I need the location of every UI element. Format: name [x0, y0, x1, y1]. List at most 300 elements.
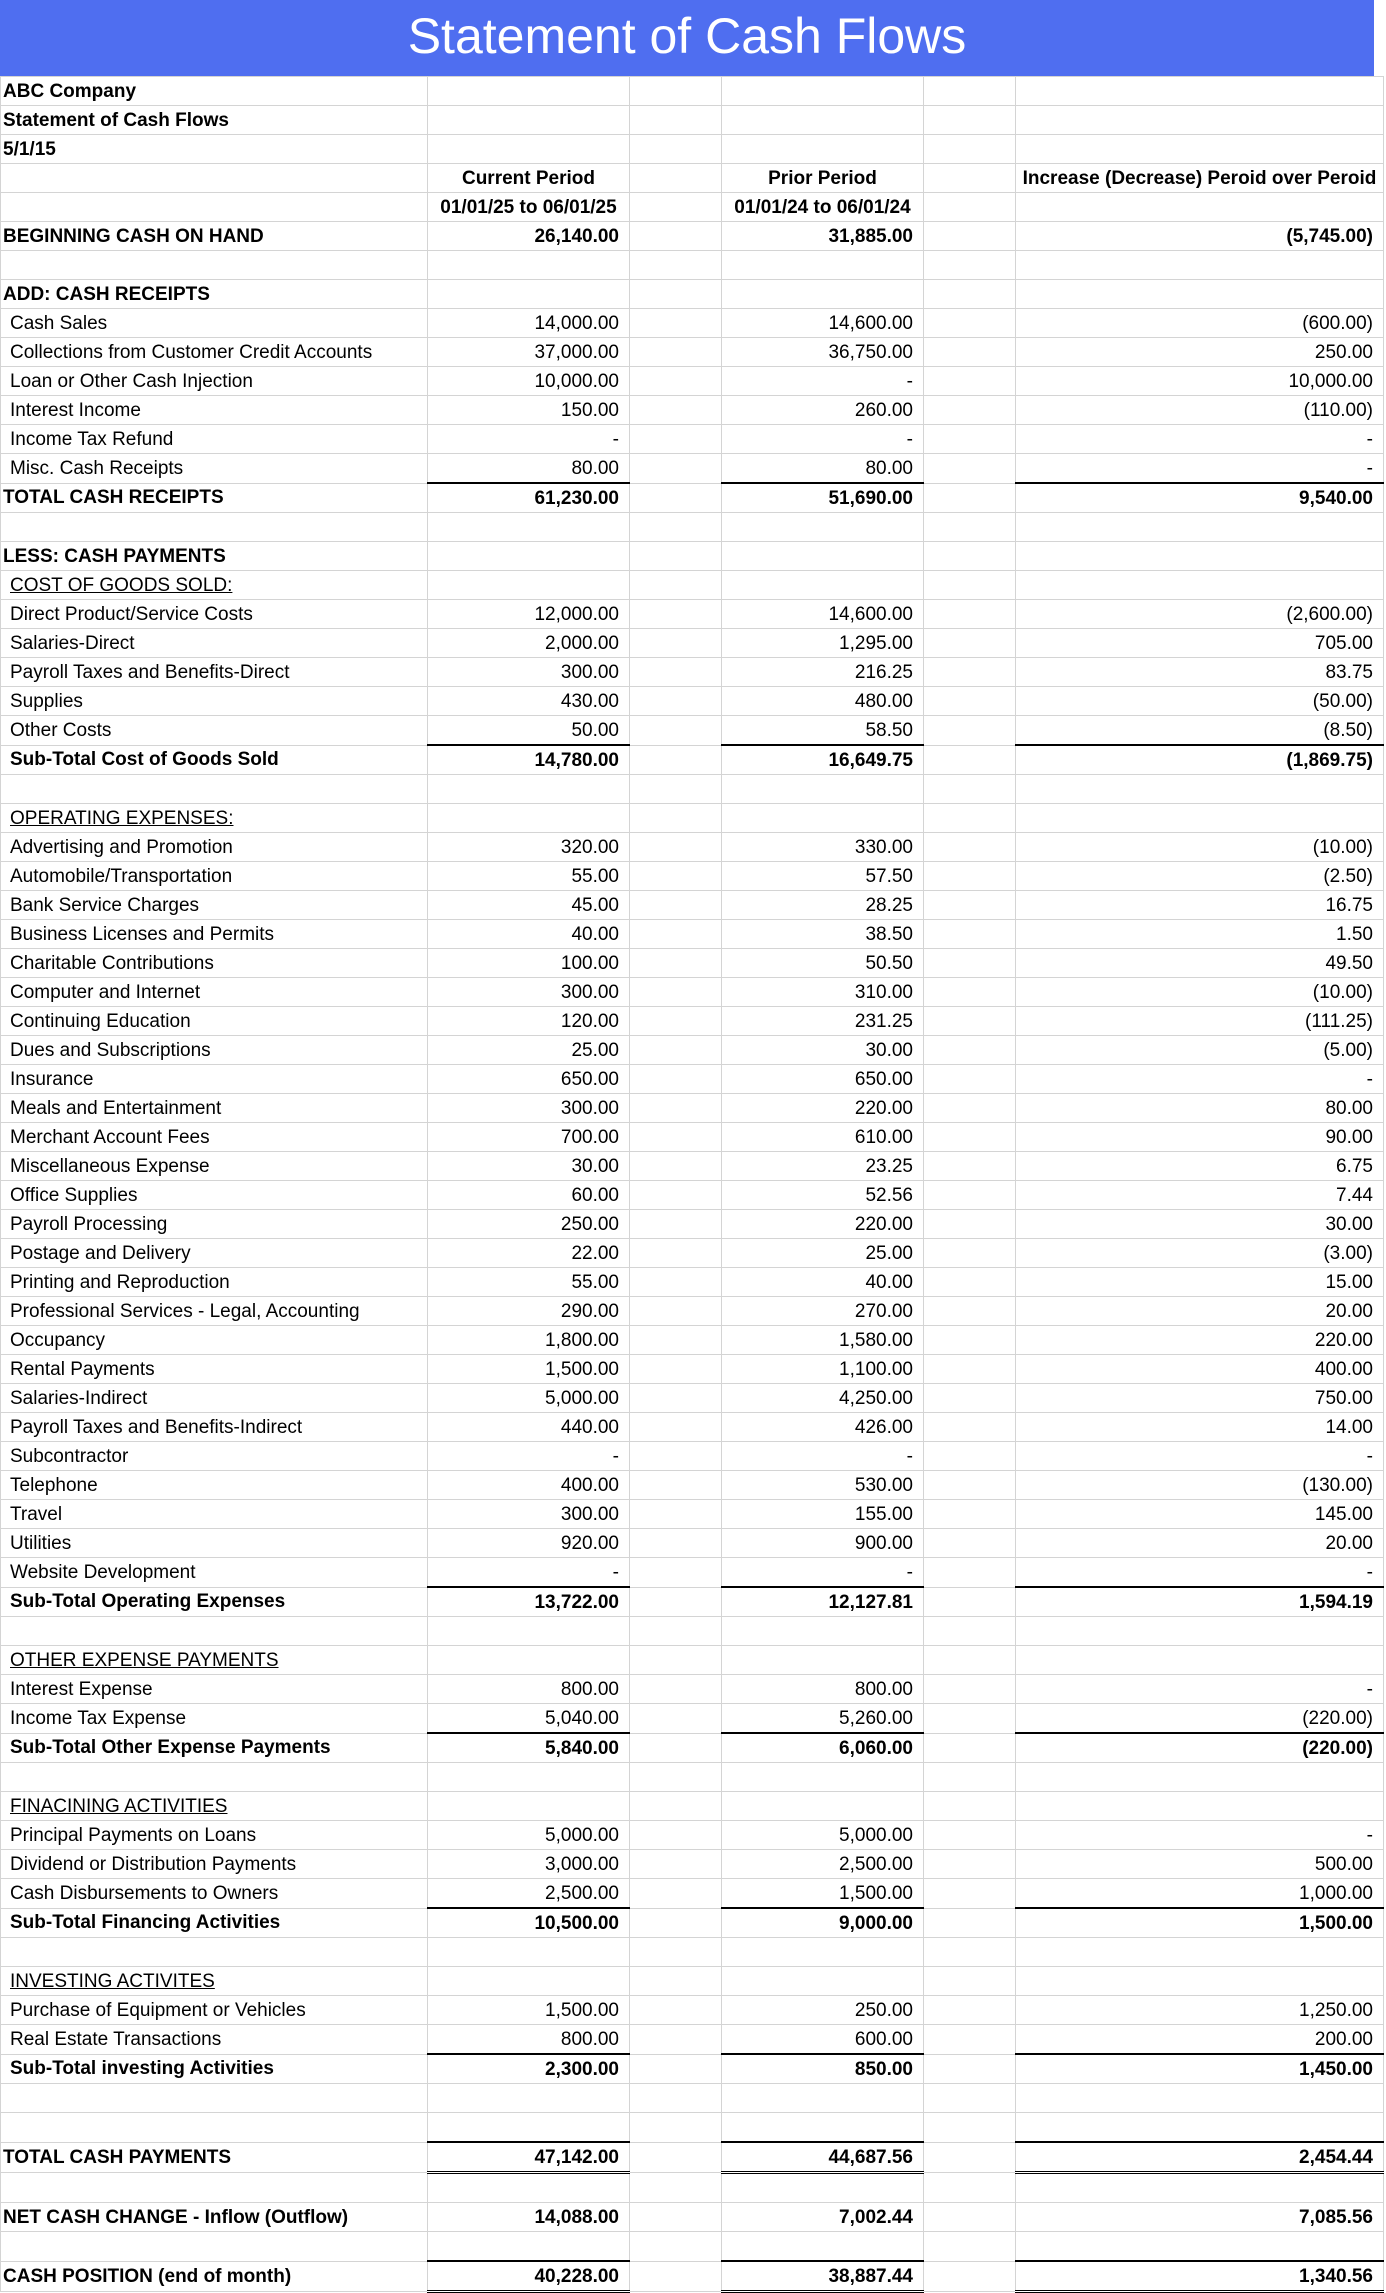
change-value[interactable]: -: [1016, 1442, 1384, 1471]
spacer-cell[interactable]: [630, 1587, 722, 1617]
change-value[interactable]: [1016, 2173, 1384, 2203]
prior-period-value[interactable]: 330.00: [722, 833, 924, 862]
prior-period-value[interactable]: 50.50: [722, 949, 924, 978]
current-period-value[interactable]: 40.00: [428, 920, 630, 949]
line-label[interactable]: [1, 775, 428, 804]
current-period-value[interactable]: 13,722.00: [428, 1587, 630, 1617]
change-value[interactable]: 90.00: [1016, 1123, 1384, 1152]
current-period-value[interactable]: 650.00: [428, 1065, 630, 1094]
current-period-value[interactable]: 55.00: [428, 1268, 630, 1297]
current-period-value[interactable]: [428, 280, 630, 309]
line-label[interactable]: [1, 2025, 428, 2055]
line-label[interactable]: [1, 978, 428, 1007]
spacer-cell[interactable]: [630, 309, 722, 338]
current-period-value[interactable]: 55.00: [428, 862, 630, 891]
current-period-value[interactable]: 430.00: [428, 687, 630, 716]
current-period-value[interactable]: 37,000.00: [428, 338, 630, 367]
spacer-cell[interactable]: [630, 1792, 722, 1821]
change-value[interactable]: 83.75: [1016, 658, 1384, 687]
spacer-cell[interactable]: [630, 513, 722, 542]
spacer-cell[interactable]: [630, 1617, 722, 1646]
spacer-cell[interactable]: [630, 1558, 722, 1588]
current-period-value[interactable]: 14,000.00: [428, 309, 630, 338]
spacer-cell[interactable]: [630, 1297, 722, 1326]
line-label[interactable]: [1, 2232, 428, 2262]
current-period-value[interactable]: [428, 1938, 630, 1967]
spacer-cell[interactable]: [630, 2232, 722, 2262]
spacer-cell[interactable]: [630, 687, 722, 716]
prior-period-value[interactable]: 80.00: [722, 454, 924, 484]
spacer-cell[interactable]: [924, 920, 1016, 949]
change-value[interactable]: [1016, 2084, 1384, 2113]
prior-period-value[interactable]: 1,100.00: [722, 1355, 924, 1384]
change-value[interactable]: (2.50): [1016, 862, 1384, 891]
current-period-value[interactable]: [428, 542, 630, 571]
line-label[interactable]: [1, 687, 428, 716]
spacer-cell[interactable]: [630, 2142, 722, 2173]
change-value[interactable]: -: [1016, 1065, 1384, 1094]
spacer-cell[interactable]: [924, 2113, 1016, 2143]
line-label[interactable]: [1, 1938, 428, 1967]
current-period-value[interactable]: 120.00: [428, 1007, 630, 1036]
prior-period-value[interactable]: [722, 1792, 924, 1821]
line-label[interactable]: [1, 1442, 428, 1471]
spacer-cell[interactable]: [630, 1675, 722, 1704]
spacer-cell[interactable]: [924, 1065, 1016, 1094]
current-period-value[interactable]: 3,000.00: [428, 1850, 630, 1879]
line-label[interactable]: [1, 1297, 428, 1326]
spacer-cell[interactable]: [630, 920, 722, 949]
current-period-value[interactable]: [428, 1646, 630, 1675]
prior-period-value[interactable]: -: [722, 367, 924, 396]
current-period-value[interactable]: 2,000.00: [428, 629, 630, 658]
current-period-value[interactable]: [428, 1617, 630, 1646]
current-period-value[interactable]: 50.00: [428, 716, 630, 746]
change-value[interactable]: (10.00): [1016, 978, 1384, 1007]
line-label[interactable]: [1, 745, 428, 775]
change-value[interactable]: 1,340.56: [1016, 2261, 1384, 2292]
spacer-cell[interactable]: [630, 1268, 722, 1297]
current-period-value[interactable]: 150.00: [428, 396, 630, 425]
prior-period-value[interactable]: [722, 1617, 924, 1646]
spacer-cell[interactable]: [924, 396, 1016, 425]
line-label[interactable]: [1, 338, 428, 367]
prior-period-value[interactable]: 30.00: [722, 1036, 924, 1065]
spacer-cell[interactable]: [630, 1123, 722, 1152]
spacer-cell[interactable]: [924, 775, 1016, 804]
current-period-value[interactable]: 61,230.00: [428, 483, 630, 513]
current-period-value[interactable]: 300.00: [428, 978, 630, 1007]
spacer-cell[interactable]: [924, 1297, 1016, 1326]
current-period-value[interactable]: 440.00: [428, 1413, 630, 1442]
prior-period-value[interactable]: [722, 571, 924, 600]
line-label[interactable]: [1, 1675, 428, 1704]
line-label[interactable]: [1, 425, 428, 454]
change-value[interactable]: [1016, 513, 1384, 542]
line-label[interactable]: [1, 891, 428, 920]
change-value[interactable]: 10,000.00: [1016, 367, 1384, 396]
prior-period-value[interactable]: [722, 251, 924, 280]
spacer-cell[interactable]: [924, 367, 1016, 396]
change-value[interactable]: 49.50: [1016, 949, 1384, 978]
spacer-cell[interactable]: [630, 483, 722, 513]
prior-period-value[interactable]: 4,250.00: [722, 1384, 924, 1413]
current-period-value[interactable]: 1,500.00: [428, 1996, 630, 2025]
change-value[interactable]: 2,454.44: [1016, 2142, 1384, 2173]
line-label[interactable]: [1, 2142, 428, 2173]
spacer-cell[interactable]: [630, 1908, 722, 1938]
current-period-range[interactable]: 01/01/25 to 06/01/25: [428, 193, 630, 222]
spacer-cell[interactable]: [924, 309, 1016, 338]
change-value[interactable]: 145.00: [1016, 1500, 1384, 1529]
change-value[interactable]: (220.00): [1016, 1733, 1384, 1763]
spacer-cell[interactable]: [924, 949, 1016, 978]
spacer-cell[interactable]: [630, 716, 722, 746]
line-label[interactable]: [1, 1152, 428, 1181]
change-value[interactable]: 6.75: [1016, 1152, 1384, 1181]
prior-period-value[interactable]: 270.00: [722, 1297, 924, 1326]
spacer-cell[interactable]: [630, 2084, 722, 2113]
prior-period-value[interactable]: 610.00: [722, 1123, 924, 1152]
prior-period-value[interactable]: 250.00: [722, 1996, 924, 2025]
spacer-cell[interactable]: [924, 1500, 1016, 1529]
spacer-cell[interactable]: [630, 600, 722, 629]
line-label[interactable]: [1, 309, 428, 338]
line-label[interactable]: [1, 949, 428, 978]
spacer-cell[interactable]: [924, 1938, 1016, 1967]
current-period-value[interactable]: 2,500.00: [428, 1879, 630, 1909]
current-period-value[interactable]: [428, 2113, 630, 2143]
line-label[interactable]: [1, 571, 428, 600]
prior-period-value[interactable]: 57.50: [722, 862, 924, 891]
spacer-cell[interactable]: [924, 1355, 1016, 1384]
prior-period-value[interactable]: 850.00: [722, 2054, 924, 2084]
line-label[interactable]: [1, 1763, 428, 1792]
prior-period-value[interactable]: 38,887.44: [722, 2261, 924, 2292]
current-period-value[interactable]: [428, 1967, 630, 1996]
prior-period-value[interactable]: [722, 542, 924, 571]
current-period-value[interactable]: [428, 2232, 630, 2262]
spacer-cell[interactable]: [630, 1850, 722, 1879]
change-value[interactable]: 250.00: [1016, 338, 1384, 367]
line-label[interactable]: [1, 833, 428, 862]
line-label[interactable]: [1, 1617, 428, 1646]
prior-period-value[interactable]: 51,690.00: [722, 483, 924, 513]
line-label[interactable]: [1, 222, 428, 251]
prior-period-value[interactable]: 155.00: [722, 1500, 924, 1529]
prior-period-value[interactable]: 28.25: [722, 891, 924, 920]
prior-period-value[interactable]: [722, 1763, 924, 1792]
current-period-value[interactable]: 800.00: [428, 1675, 630, 1704]
prior-period-value[interactable]: 5,260.00: [722, 1704, 924, 1734]
prior-period-value[interactable]: [722, 280, 924, 309]
change-value[interactable]: (111.25): [1016, 1007, 1384, 1036]
spacer-cell[interactable]: [630, 862, 722, 891]
prior-period-value[interactable]: -: [722, 425, 924, 454]
current-period-value[interactable]: 100.00: [428, 949, 630, 978]
spacer-cell[interactable]: [630, 1646, 722, 1675]
spacer-cell[interactable]: [924, 629, 1016, 658]
change-value[interactable]: (5.00): [1016, 1036, 1384, 1065]
spacer-cell[interactable]: [630, 745, 722, 775]
prior-period-value[interactable]: [722, 804, 924, 833]
line-label[interactable]: [1, 1879, 428, 1909]
line-label[interactable]: [1, 1646, 428, 1675]
change-value[interactable]: (3.00): [1016, 1239, 1384, 1268]
current-period-value[interactable]: [428, 2084, 630, 2113]
change-value[interactable]: 1.50: [1016, 920, 1384, 949]
spacer-cell[interactable]: [924, 1967, 1016, 1996]
spacer-cell[interactable]: [630, 2113, 722, 2143]
change-value[interactable]: 80.00: [1016, 1094, 1384, 1123]
prior-period-value[interactable]: 25.00: [722, 1239, 924, 1268]
prior-period-value[interactable]: 650.00: [722, 1065, 924, 1094]
prior-period-value[interactable]: [722, 2113, 924, 2143]
current-period-value[interactable]: 300.00: [428, 1094, 630, 1123]
current-period-value[interactable]: -: [428, 1442, 630, 1471]
spacer-cell[interactable]: [630, 1210, 722, 1239]
spacer-cell[interactable]: [924, 1675, 1016, 1704]
current-period-value[interactable]: 1,800.00: [428, 1326, 630, 1355]
spacer-cell[interactable]: [630, 1413, 722, 1442]
current-period-value[interactable]: 700.00: [428, 1123, 630, 1152]
line-label[interactable]: [1, 1094, 428, 1123]
current-period-value[interactable]: 26,140.00: [428, 222, 630, 251]
spacer-cell[interactable]: [924, 1529, 1016, 1558]
change-value[interactable]: (10.00): [1016, 833, 1384, 862]
line-label[interactable]: [1, 716, 428, 746]
current-period-value[interactable]: 47,142.00: [428, 2142, 630, 2173]
prior-period-value[interactable]: 12,127.81: [722, 1587, 924, 1617]
spacer-cell[interactable]: [924, 745, 1016, 775]
spacer-cell[interactable]: [630, 1239, 722, 1268]
change-value[interactable]: [1016, 2113, 1384, 2143]
statement-name[interactable]: Statement of Cash Flows: [1, 106, 428, 135]
prior-period-value[interactable]: 36,750.00: [722, 338, 924, 367]
spacer-cell[interactable]: [630, 222, 722, 251]
change-value[interactable]: 500.00: [1016, 1850, 1384, 1879]
current-period-value[interactable]: 1,500.00: [428, 1355, 630, 1384]
change-value[interactable]: 400.00: [1016, 1355, 1384, 1384]
prior-period-value[interactable]: 1,500.00: [722, 1879, 924, 1909]
spacer-cell[interactable]: [630, 280, 722, 309]
spacer-cell[interactable]: [630, 1065, 722, 1094]
prior-period-value[interactable]: 900.00: [722, 1529, 924, 1558]
spacer-cell[interactable]: [924, 1123, 1016, 1152]
spacer-cell[interactable]: [924, 338, 1016, 367]
change-value[interactable]: 1,450.00: [1016, 2054, 1384, 2084]
current-period-value[interactable]: -: [428, 425, 630, 454]
spacer-cell[interactable]: [924, 1268, 1016, 1297]
spacer-cell[interactable]: [630, 571, 722, 600]
spacer-cell[interactable]: [630, 1442, 722, 1471]
change-value[interactable]: -: [1016, 454, 1384, 484]
spacer-cell[interactable]: [630, 2025, 722, 2055]
spacer-cell[interactable]: [924, 1094, 1016, 1123]
change-value[interactable]: [1016, 542, 1384, 571]
spacer-cell[interactable]: [630, 978, 722, 1007]
spacer-cell[interactable]: [630, 1500, 722, 1529]
spacer-cell[interactable]: [924, 833, 1016, 862]
change-value[interactable]: [1016, 1763, 1384, 1792]
change-value[interactable]: -: [1016, 1675, 1384, 1704]
prior-period-value[interactable]: 7,002.44: [722, 2203, 924, 2232]
spacer-cell[interactable]: [924, 483, 1016, 513]
line-label[interactable]: [1, 1123, 428, 1152]
spacer-cell[interactable]: [630, 1763, 722, 1792]
prior-period-value[interactable]: [722, 2173, 924, 2203]
line-label[interactable]: [1, 367, 428, 396]
spacer-cell[interactable]: [924, 1996, 1016, 2025]
current-period-value[interactable]: [428, 571, 630, 600]
line-label[interactable]: [1, 1967, 428, 1996]
spacer-cell[interactable]: [924, 1733, 1016, 1763]
current-period-value[interactable]: 250.00: [428, 1210, 630, 1239]
line-label[interactable]: [1, 1908, 428, 1938]
spacer-cell[interactable]: [630, 2173, 722, 2203]
spacer-cell[interactable]: [924, 891, 1016, 920]
spacer-cell[interactable]: [630, 1471, 722, 1500]
change-value[interactable]: (600.00): [1016, 309, 1384, 338]
line-label[interactable]: [1, 1587, 428, 1617]
change-value[interactable]: (1,869.75): [1016, 745, 1384, 775]
change-value[interactable]: 7.44: [1016, 1181, 1384, 1210]
spacer-cell[interactable]: [924, 251, 1016, 280]
line-label[interactable]: [1, 862, 428, 891]
spacer-cell[interactable]: [924, 2261, 1016, 2292]
spacer-cell[interactable]: [630, 1879, 722, 1909]
line-label[interactable]: [1, 513, 428, 542]
current-period-value[interactable]: [428, 513, 630, 542]
change-value[interactable]: [1016, 1938, 1384, 1967]
spacer-cell[interactable]: [630, 775, 722, 804]
prior-period-value[interactable]: 52.56: [722, 1181, 924, 1210]
company-name[interactable]: ABC Company: [1, 77, 428, 106]
line-label[interactable]: [1, 2084, 428, 2113]
spacer-cell[interactable]: [924, 454, 1016, 484]
line-label[interactable]: [1, 1384, 428, 1413]
line-label[interactable]: [1, 1239, 428, 1268]
line-label[interactable]: [1, 251, 428, 280]
change-value[interactable]: (8.50): [1016, 716, 1384, 746]
line-label[interactable]: [1, 542, 428, 571]
spacer-cell[interactable]: [630, 949, 722, 978]
spacer-cell[interactable]: [924, 1181, 1016, 1210]
current-period-value[interactable]: [428, 1763, 630, 1792]
change-value[interactable]: 30.00: [1016, 1210, 1384, 1239]
spacer-cell[interactable]: [924, 2173, 1016, 2203]
current-period-value[interactable]: 12,000.00: [428, 600, 630, 629]
change-value[interactable]: (5,745.00): [1016, 222, 1384, 251]
current-period-value[interactable]: -: [428, 1558, 630, 1588]
prior-period-value[interactable]: 14,600.00: [722, 600, 924, 629]
line-label[interactable]: [1, 2173, 428, 2203]
spacer-cell[interactable]: [630, 1821, 722, 1850]
spacer-cell[interactable]: [630, 1967, 722, 1996]
spacer-cell[interactable]: [924, 687, 1016, 716]
prior-period-value[interactable]: 16,649.75: [722, 745, 924, 775]
current-period-value[interactable]: 80.00: [428, 454, 630, 484]
current-period-value[interactable]: 290.00: [428, 1297, 630, 1326]
line-label[interactable]: [1, 1733, 428, 1763]
current-period-value[interactable]: 400.00: [428, 1471, 630, 1500]
spacer-cell[interactable]: [924, 1617, 1016, 1646]
prior-period-value[interactable]: 2,500.00: [722, 1850, 924, 1879]
current-period-value[interactable]: 5,840.00: [428, 1733, 630, 1763]
current-period-value[interactable]: 10,500.00: [428, 1908, 630, 1938]
change-value[interactable]: (130.00): [1016, 1471, 1384, 1500]
spacer-cell[interactable]: [630, 1733, 722, 1763]
prior-period-value[interactable]: 231.25: [722, 1007, 924, 1036]
spacer-cell[interactable]: [630, 658, 722, 687]
line-label[interactable]: [1, 1065, 428, 1094]
spacer-cell[interactable]: [924, 1007, 1016, 1036]
prior-period-header[interactable]: Prior Period: [722, 164, 924, 193]
spacer-cell[interactable]: [924, 716, 1016, 746]
change-value[interactable]: 9,540.00: [1016, 483, 1384, 513]
change-value[interactable]: (2,600.00): [1016, 600, 1384, 629]
spacer-cell[interactable]: [630, 1704, 722, 1734]
spacer-cell[interactable]: [924, 978, 1016, 1007]
change-value[interactable]: 705.00: [1016, 629, 1384, 658]
spacer-cell[interactable]: [630, 1152, 722, 1181]
spacer-cell[interactable]: [630, 629, 722, 658]
prior-period-value[interactable]: 6,060.00: [722, 1733, 924, 1763]
spacer-cell[interactable]: [924, 1036, 1016, 1065]
line-label[interactable]: [1, 629, 428, 658]
prior-period-value[interactable]: [722, 1646, 924, 1675]
spacer-cell[interactable]: [924, 600, 1016, 629]
statement-date[interactable]: 5/1/15: [1, 135, 428, 164]
prior-period-value[interactable]: 220.00: [722, 1094, 924, 1123]
spacer-cell[interactable]: [630, 2054, 722, 2084]
current-period-value[interactable]: 2,300.00: [428, 2054, 630, 2084]
change-value[interactable]: 14.00: [1016, 1413, 1384, 1442]
line-label[interactable]: [1, 1326, 428, 1355]
current-period-value[interactable]: 22.00: [428, 1239, 630, 1268]
prior-period-value[interactable]: 220.00: [722, 1210, 924, 1239]
line-label[interactable]: [1, 483, 428, 513]
change-value[interactable]: [1016, 2232, 1384, 2262]
spacer-cell[interactable]: [630, 2203, 722, 2232]
change-value[interactable]: [1016, 571, 1384, 600]
current-period-value[interactable]: [428, 251, 630, 280]
prior-period-value[interactable]: 44,687.56: [722, 2142, 924, 2173]
current-period-value[interactable]: [428, 775, 630, 804]
line-label[interactable]: [1, 2261, 428, 2292]
prior-period-value[interactable]: -: [722, 1442, 924, 1471]
spacer-cell[interactable]: [630, 1355, 722, 1384]
spacer-cell[interactable]: [630, 425, 722, 454]
change-value[interactable]: 20.00: [1016, 1529, 1384, 1558]
spacer-cell[interactable]: [924, 1558, 1016, 1588]
line-label[interactable]: [1, 1704, 428, 1734]
change-value[interactable]: [1016, 251, 1384, 280]
current-period-header[interactable]: Current Period: [428, 164, 630, 193]
current-period-value[interactable]: [428, 1792, 630, 1821]
line-label[interactable]: [1, 1355, 428, 1384]
spacer-cell[interactable]: [924, 571, 1016, 600]
spacer-cell[interactable]: [630, 1326, 722, 1355]
spacer-cell[interactable]: [630, 1007, 722, 1036]
prior-period-value[interactable]: 1,580.00: [722, 1326, 924, 1355]
spacer-cell[interactable]: [630, 1094, 722, 1123]
spacer-cell[interactable]: [924, 2142, 1016, 2173]
prior-period-value[interactable]: 5,000.00: [722, 1821, 924, 1850]
line-label[interactable]: [1, 1007, 428, 1036]
current-period-value[interactable]: 40,228.00: [428, 2261, 630, 2292]
change-value[interactable]: [1016, 804, 1384, 833]
